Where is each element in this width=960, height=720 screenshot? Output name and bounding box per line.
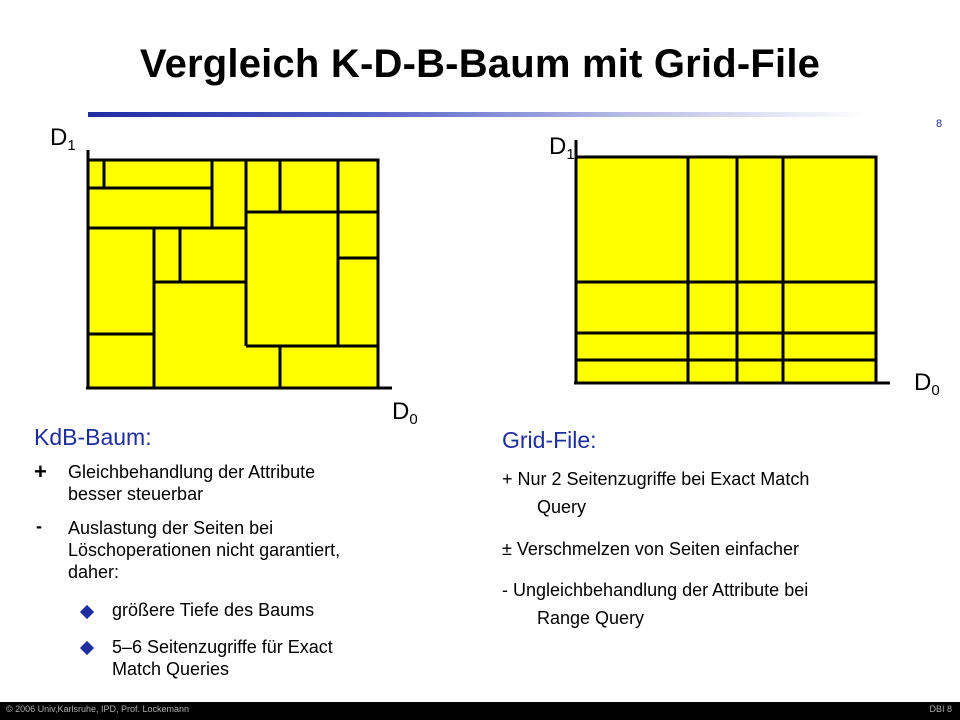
kdb-plus-line1: Gleichbehandlung der Attribute xyxy=(68,462,316,482)
kdb-sub-item-2-line2: Match Queries xyxy=(112,659,230,679)
grid-item-1-line1: + Nur 2 Seitenzugriffe bei Exact Match xyxy=(502,469,810,489)
slide-number: 8 xyxy=(936,118,943,130)
grid-item-1-line2: Query xyxy=(537,497,587,517)
kdb-plus-line2: besser steuerbar xyxy=(68,484,204,504)
kdb-minus-line3: daher: xyxy=(68,562,120,582)
slide-title: Vergleich K-D-B-Baum mit Grid-File xyxy=(139,42,821,86)
kdb-minus-line2: Löschoperationen nicht garantiert, xyxy=(68,540,341,560)
grid-item-3-line1: - Ungleichbehandlung der Attribute bei xyxy=(502,580,809,600)
kdb-sub-item-2-line1: 5–6 Seitenzugriffe für Exact xyxy=(112,637,333,657)
grid-item-3-line2: Range Query xyxy=(537,608,645,628)
grid-x-axis-label: $D_0$ xyxy=(914,369,940,399)
kdb-plus-mark: + xyxy=(34,459,47,484)
kdb-minus-mark: - xyxy=(36,516,42,536)
grid-region-outline xyxy=(576,157,876,383)
footer-copyright: © 2006 Univ,Karlsruhe, IPD, Prof. Lockemann xyxy=(6,704,190,714)
grid-heading: Grid-File: xyxy=(502,427,597,453)
kdb-minus-line1: Auslastung der Seiten bei xyxy=(68,518,274,538)
kdb-heading: KdB-Baum: xyxy=(34,424,152,450)
kdb-y-axis-label: $D_1$ xyxy=(50,124,76,154)
footer-page-label: DBI 8 xyxy=(929,704,952,714)
kdb-sub-item-1: größere Tiefe des Baums xyxy=(112,600,315,620)
grid-item-2: ± Verschmelzen von Seiten einfacher xyxy=(502,539,800,559)
kdb-x-axis-label: $D_0$ xyxy=(392,398,418,428)
grid-y-axis-label: $D_1$ xyxy=(549,133,575,163)
